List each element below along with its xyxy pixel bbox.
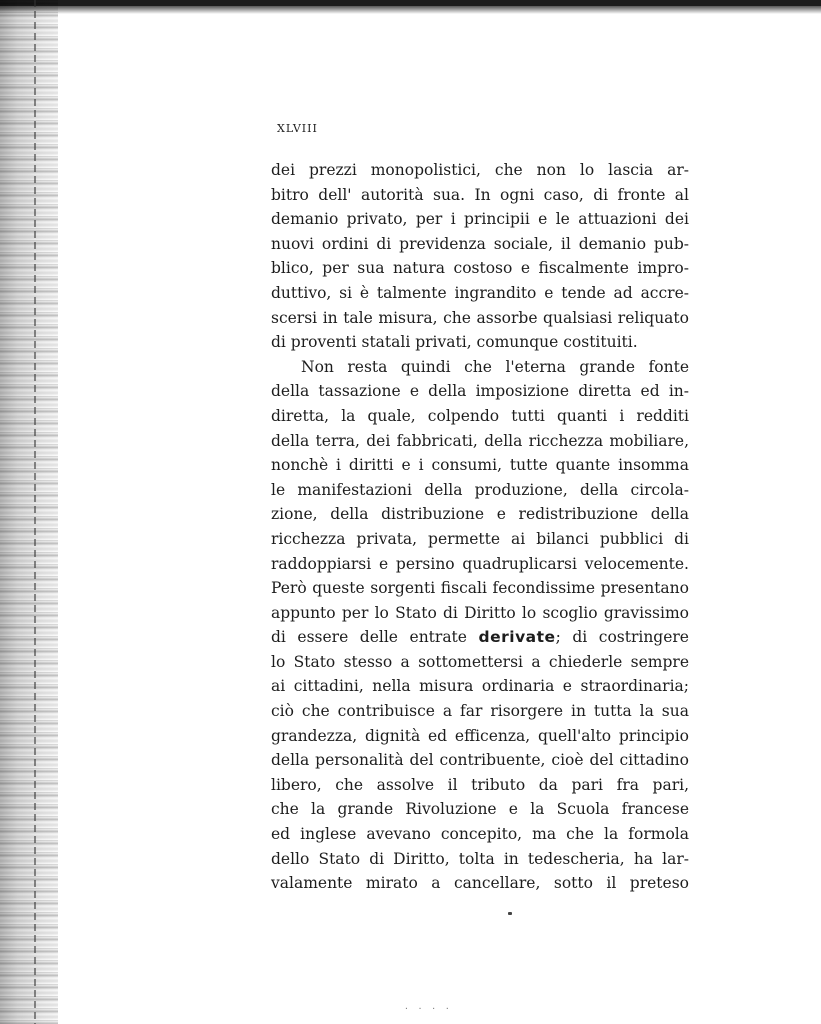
text-line: libero, che assolve il tributo da pari fra pari, bbox=[271, 775, 689, 794]
text-line: scersi in tale misura, che assorbe qualsiasi reliquato bbox=[271, 308, 689, 327]
text-line: grandezza, dignità ed efficenza, quell'alto principio bbox=[271, 726, 689, 745]
text-line: demanio privato, per i principii e le attuazioni dei bbox=[271, 210, 689, 229]
emphasized-word: derivate bbox=[478, 628, 556, 647]
text-line: nuovi ordini di previdenza sociale, il demanio pub- bbox=[271, 234, 689, 253]
text-line: lo Stato stesso a sottomettersi a chiederle sempre bbox=[271, 652, 689, 671]
text-line: nonchè i diritti e i consumi, tutte quante insomma bbox=[271, 456, 689, 475]
text-line: ricchezza privata, permette ai bilanci pubblici di bbox=[271, 529, 689, 548]
text-line: le manifestazioni della produzione, della circola- bbox=[271, 480, 689, 499]
text-line: ciò che contribuisce a far risorgere in tutta la sua bbox=[271, 702, 689, 721]
text-line: della terra, dei fabbricati, della ricchezza mobiliare, bbox=[271, 431, 689, 450]
text-line: diretta, la quale, colpendo tutti quanti i redditi bbox=[271, 406, 689, 425]
text-line: dello Stato di Diritto, tolta in tedescheria, ha lar- bbox=[271, 849, 689, 868]
text-line: ai cittadini, nella misura ordinaria e straordinaria; bbox=[271, 677, 689, 696]
text-line: della tassazione e della imposizione diretta ed in- bbox=[271, 382, 689, 401]
footer-mark: . . . . bbox=[404, 1002, 452, 1011]
scan-left-binding-line bbox=[34, 0, 36, 1024]
text-segment: ; di costringere bbox=[555, 628, 689, 647]
scan-top-shadow bbox=[0, 6, 821, 14]
text-line: raddoppiarsi e persino quadruplicarsi velocemente. bbox=[271, 554, 689, 573]
page-number-roman: XLVIII bbox=[277, 122, 318, 135]
body-text bbox=[271, 158, 689, 896]
text-line: appunto per lo Stato di Diritto lo scoglio gravissimo bbox=[271, 603, 689, 622]
text-line: che la grande Rivoluzione e la Scuola francese bbox=[271, 800, 689, 819]
text-line: blico, per sua natura costoso e fiscalmente impro- bbox=[271, 259, 689, 278]
scan-left-binding-edge bbox=[0, 0, 58, 1024]
text-segment: di essere delle entrate bbox=[271, 628, 467, 647]
text-line: valamente mirato a cancellare, sotto il preteso bbox=[271, 874, 689, 893]
ink-smudge bbox=[508, 912, 512, 915]
text-line: ed inglese avevano concepito, ma che la formola bbox=[271, 825, 689, 844]
text-line: della personalità del contribuente, cioè del cittadino bbox=[271, 751, 689, 770]
text-line: Però queste sorgenti fiscali fecondissime presentano bbox=[271, 579, 689, 598]
text-line: dei prezzi monopolistici, che non lo lascia ar- bbox=[271, 161, 689, 179]
text-line: zione, della distribuzione e redistribuzione della bbox=[271, 505, 689, 524]
text-line: bitro dell' autorità sua. In ogni caso, di fronte al bbox=[271, 185, 689, 204]
text-line-paragraph-end: di proventi statali privati, comunque costituiti. bbox=[271, 333, 638, 352]
text-line: duttivo, si è talmente ingrandito e tende ad accre- bbox=[271, 283, 689, 302]
text-line-paragraph-start: Non resta quindi che l'eterna grande fonte bbox=[301, 357, 689, 376]
text-line-with-emphasis bbox=[271, 625, 689, 650]
